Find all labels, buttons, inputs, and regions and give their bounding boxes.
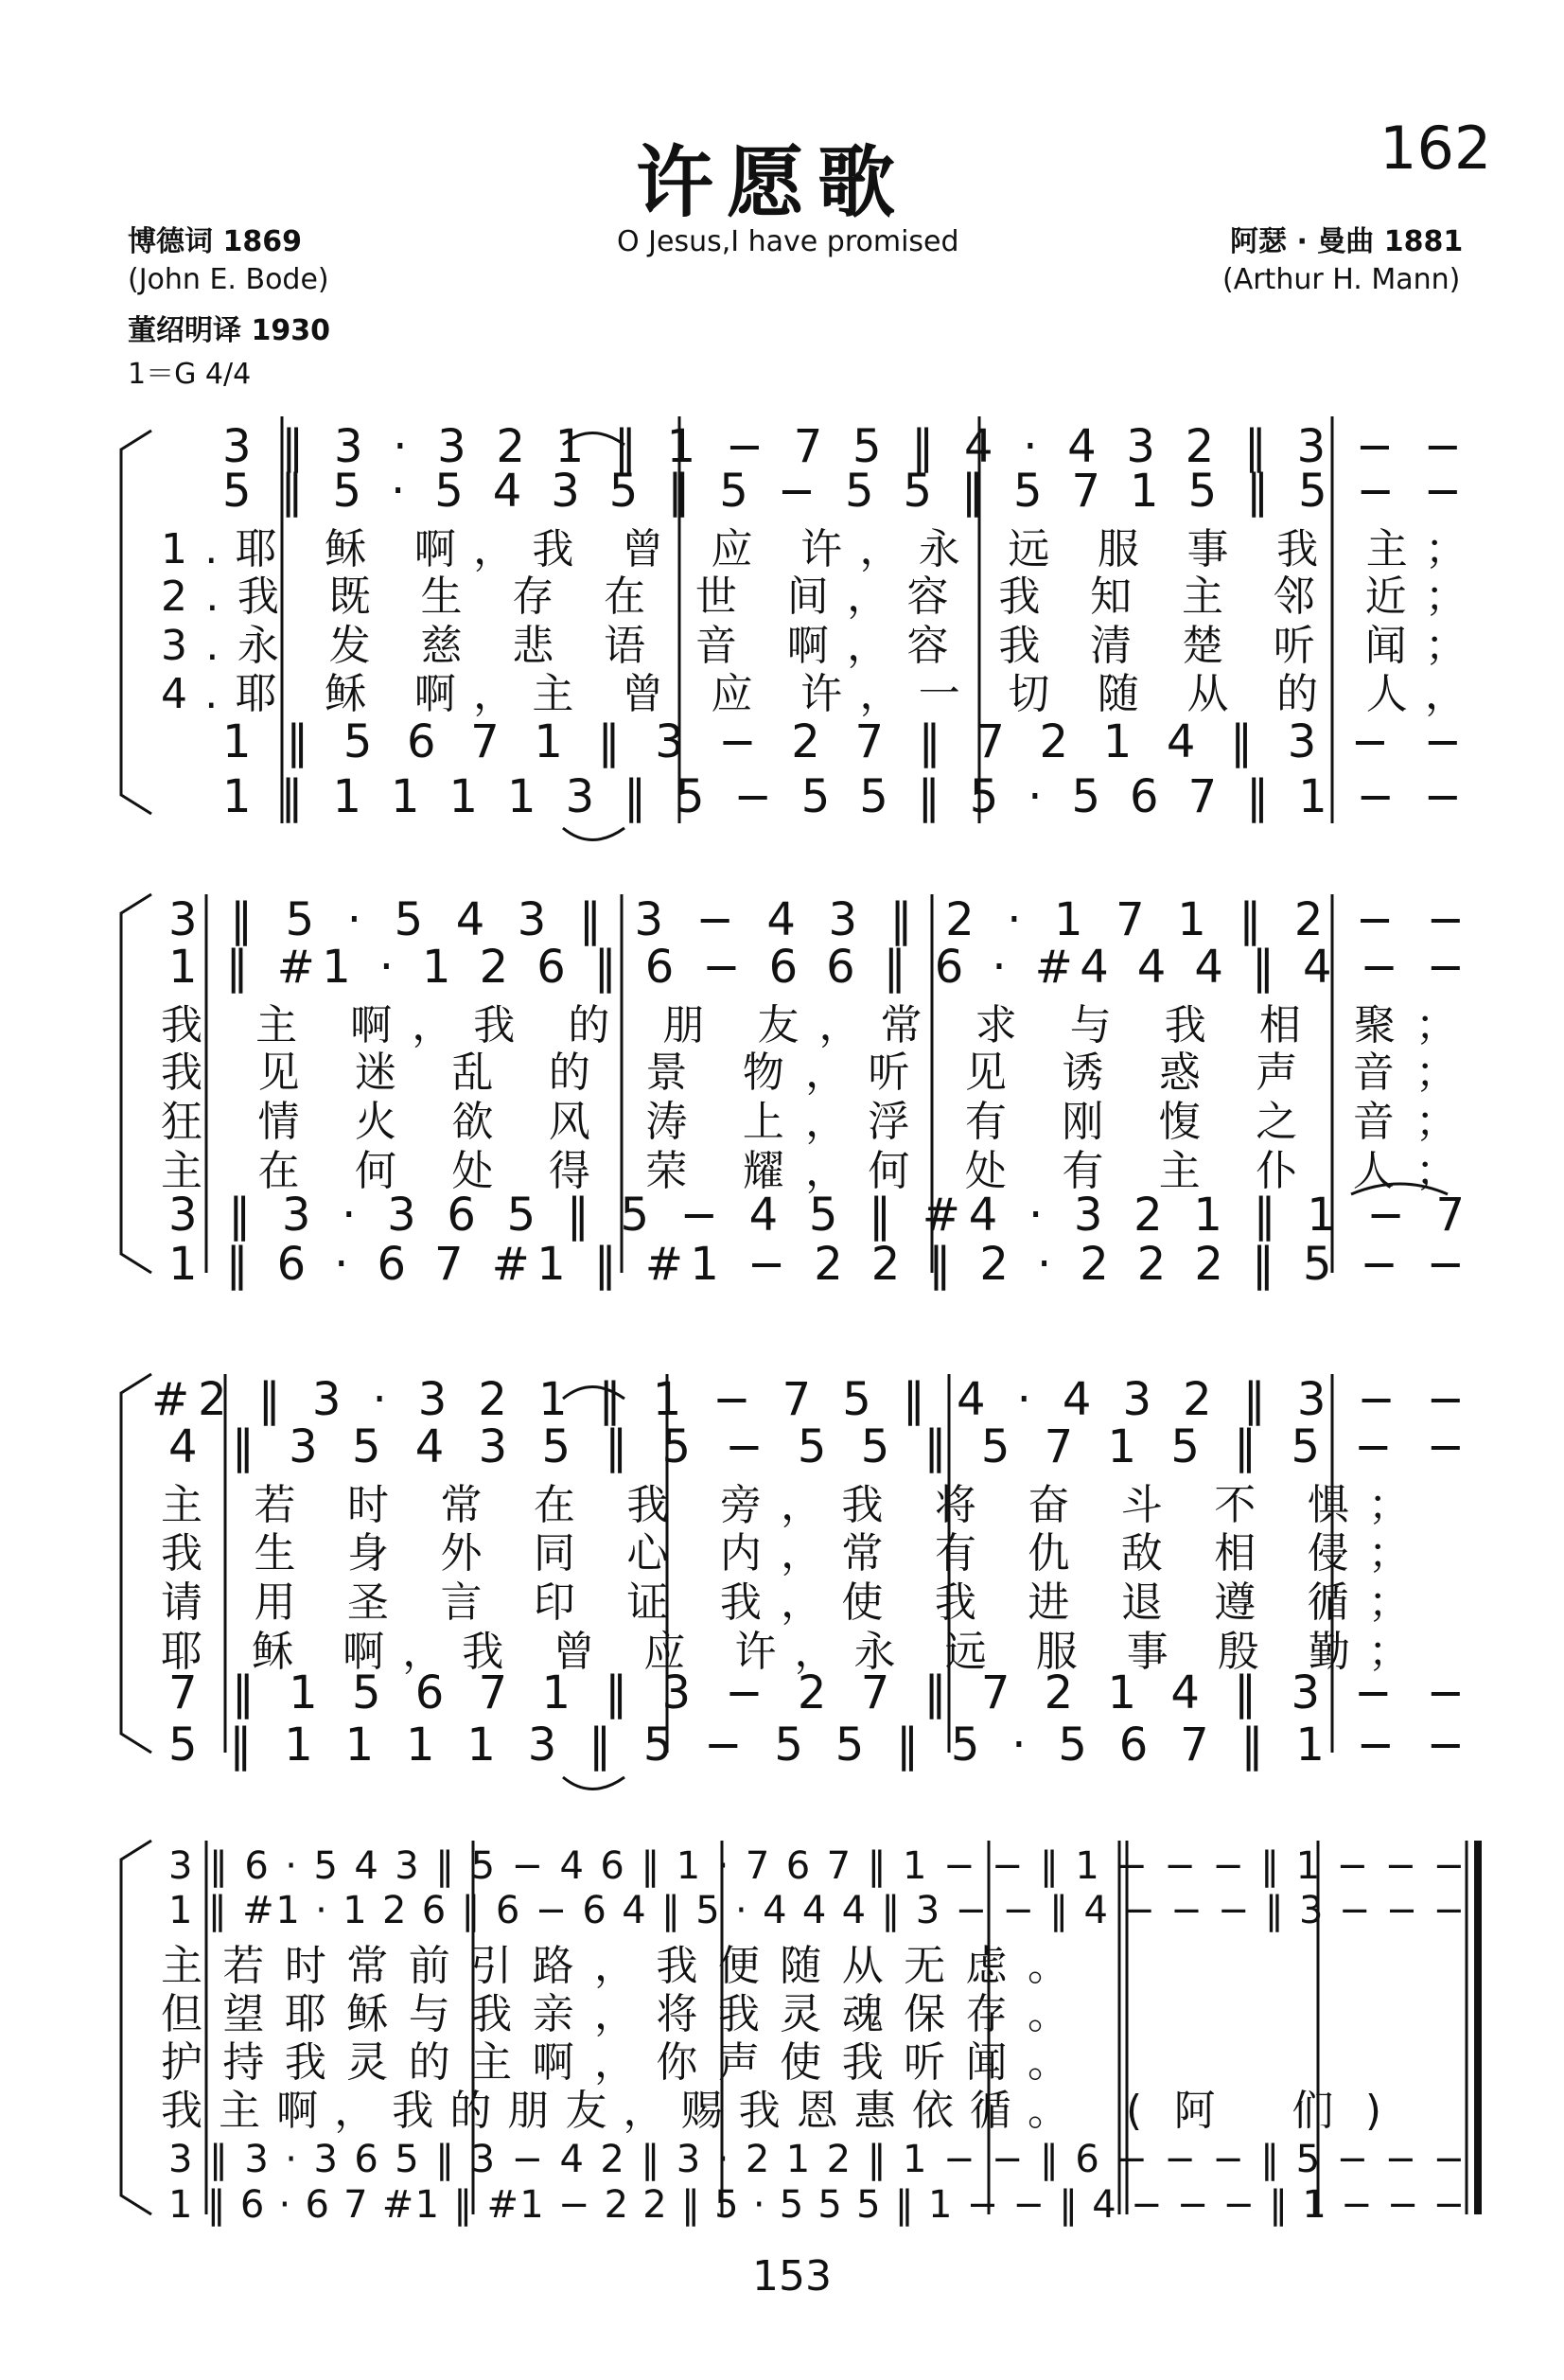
sys2-bass: 1 ‖ 6 · 6 7 #1 ‖ #1 − 2 2 ‖ 2 · 2 2 2 ‖ 5 − − — [168, 1238, 1465, 1291]
sys3-alto: 4 ‖ 3 5 4 3 5 ‖ 5 − 5 5 ‖ 5 7 1 5 ‖ 5 − − — [168, 1420, 1465, 1473]
sys1-verse-4: 4.耶 稣 啊，主 曾 应 许，一 切 随 从 的 人， — [161, 670, 1467, 718]
sys4-tenor: 3 ‖ 3 · 3 6 5 ‖ 3 − 4 2 ‖ 3 · 2 1 2 ‖ 1 − − ‖ 6 − − − ‖ 5 − − − — [168, 2138, 1465, 2181]
system-2-brace — [121, 894, 151, 1273]
sys3-soprano: #2 ‖ 3 · 3 2 1 ‖ 1 − 7 5 ‖ 4 · 4 3 2 ‖ 3 − − — [151, 1373, 1465, 1426]
sys2-verse-3: 狂 情 火 欲 风 涛 上，浮 有 刚 愎 之 音； — [161, 1098, 1457, 1146]
sys4-verse-4: 我主啊，我的朋友，赐我恩惠依循。 — [161, 2087, 1069, 2135]
system-1-brace — [121, 431, 151, 814]
sys3-bass: 5 ‖ 1 1 1 1 3 ‖ 5 − 5 5 ‖ 5 · 5 6 7 ‖ 1 − − — [168, 1719, 1465, 1772]
sys2-verse-4: 主 在 何 处 得 荣 耀，何 处 有 主 仆 人； — [161, 1147, 1457, 1195]
sys3-verse-2: 我 生 身 外 同 心 内，常 有 仇 敌 相 侵； — [161, 1529, 1410, 1578]
composer-english: (Arthur H. Mann) — [1222, 263, 1461, 296]
sys4-soprano: 3 ‖ 6 · 5 4 3 ‖ 5 − 4 6 ‖ 1 · 7 6 7 ‖ 1 − − ‖ 1 − − − ‖ 1 − − − — [168, 1844, 1465, 1888]
lyricist: 博德词 1869 — [128, 225, 302, 258]
sys1-verse-3: 3.永 发 慈 悲 语 音 啊，容 我 清 楚 听 闻； — [161, 622, 1467, 670]
sys3-tenor: 7 ‖ 1 5 6 7 1 ‖ 3 − 2 7 ‖ 7 2 1 4 ‖ 3 − − — [168, 1666, 1465, 1719]
sys1-verse-2: 2.我 既 生 存 在 世 间，容 我 知 主 邻 近； — [161, 573, 1467, 621]
sys1-alto: 5 ‖ 5 · 5 4 3 5 ‖ 5 − 5 5 ‖ 5 7 1 5 ‖ 5 − − — [222, 465, 1462, 518]
system-4-brace — [121, 1841, 151, 2214]
sys3-verse-3: 请 用 圣 言 印 证 我，使 我 进 退 遵 循； — [161, 1578, 1410, 1627]
lyricist-english: (John E. Bode) — [128, 263, 329, 296]
page-number: 153 — [752, 2252, 832, 2301]
sys1-soprano: 3 ‖ 3 · 3 2 1 ‖ 1 − 7 5 ‖ 4 · 4 3 2 ‖ 3 − − — [222, 420, 1462, 473]
sys2-tenor: 3 ‖ 3 · 3 6 5 ‖ 5 − 4 5 ‖ #4 · 3 2 1 ‖ 1 − 7 — [168, 1189, 1465, 1242]
sys1-verse-1: 1.耶 稣 啊，我 曾 应 许，永 远 服 事 我 主； — [161, 525, 1467, 573]
sys2-soprano: 3 ‖ 5 · 5 4 3 ‖ 3 − 4 3 ‖ 2 · 1 7 1 ‖ 2 − − — [168, 893, 1466, 946]
sys4-verse-3: 护持我灵的主啊，你声使我听闻。 — [161, 2038, 1069, 2087]
sys2-verse-2: 我 见 迷 乱 的 景 物，听 见 诱 惑 声 音； — [161, 1049, 1457, 1097]
system-3-brace — [121, 1374, 151, 1753]
hymn-number: 162 — [1379, 114, 1492, 183]
key-signature: 1＝G 4/4 — [128, 358, 252, 391]
amen-label: (阿 们) — [1126, 2087, 1381, 2135]
sys4-alto: 1 ‖ #1 · 1 2 6 ‖ 6 − 6 4 ‖ 5 · 4 4 4 ‖ 3 − − ‖ 4 − − − ‖ 3 − − − — [168, 1889, 1465, 1932]
english-title: O Jesus,I have promised — [617, 225, 959, 258]
sys1-bass: 1 ‖ 1 1 1 1 3 ‖ 5 − 5 5 ‖ 5 · 5 6 7 ‖ 1 − − — [222, 770, 1462, 823]
sys4-verse-1: 主若时常前引路，我便随从无虑。 — [161, 1942, 1069, 1990]
sys3-verse-4: 耶 稣 啊，我 曾 应 许，永 远 服 事 殷 勤； — [161, 1628, 1411, 1676]
sys2-verse-1: 我 主 啊，我 的 朋 友，常 求 与 我 相 聚； — [161, 1001, 1458, 1049]
sys1-tenor: 1 ‖ 5 6 7 1 ‖ 3 − 2 7 ‖ 7 2 1 4 ‖ 3 − − — [222, 715, 1463, 768]
sys4-bass: 1 ‖ 6 · 6 7 #1 ‖ #1 − 2 2 ‖ 5 · 5 5 5 ‖ 1 − − ‖ 4 − − − ‖ 1 − − − — [168, 2183, 1465, 2227]
translator: 董绍明译 1930 — [128, 314, 330, 347]
sys3-verse-1: 主 若 时 常 在 我 旁，我 将 奋 斗 不 惧； — [161, 1481, 1410, 1529]
hymn-title: 许愿歌 — [636, 137, 909, 228]
sys4-verse-2: 但望耶稣与我亲，将我灵魂保存。 — [161, 1990, 1069, 2038]
sys2-alto: 1 ‖ #1 · 1 2 6 ‖ 6 − 6 6 ‖ 6 · #4 4 4 ‖ 4 − − — [168, 941, 1465, 994]
composer: 阿瑟 · 曼曲 1881 — [1230, 225, 1464, 258]
